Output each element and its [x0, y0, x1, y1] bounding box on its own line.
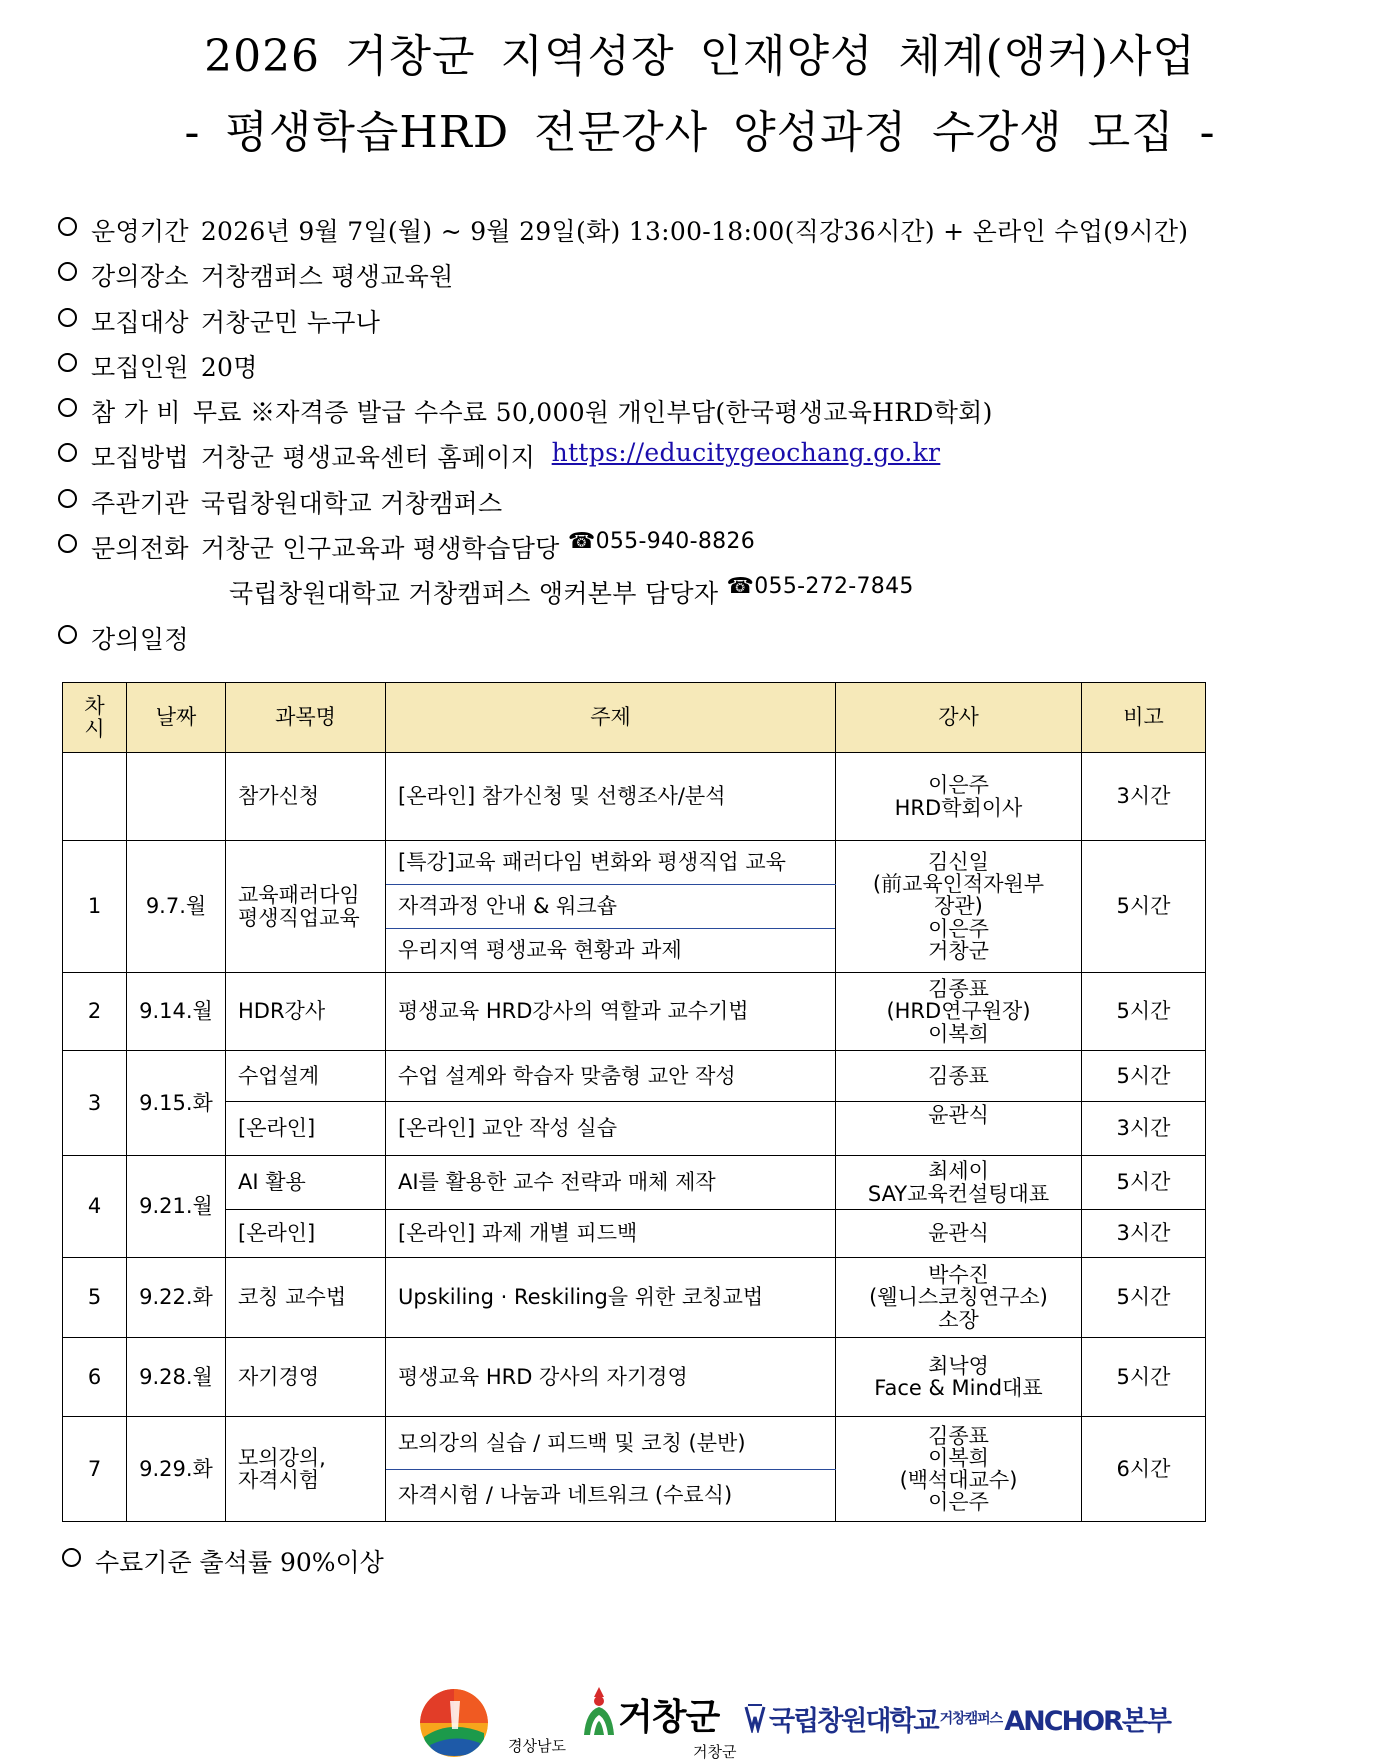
info-value: 20명	[200, 352, 258, 382]
cell-date: 9.28.월	[127, 1338, 226, 1417]
cell-no: 4	[63, 1156, 127, 1258]
cell-topic: 모의강의 실습 / 피드백 및 코칭 (분반)	[386, 1417, 836, 1470]
cell-date	[127, 753, 226, 841]
info-label: 모집방법	[91, 443, 189, 473]
cell-no	[63, 753, 127, 841]
circle-bullet-icon	[62, 1548, 81, 1567]
cell-subject: HDR강사	[226, 973, 386, 1051]
info-value: 국립창원대학교 거창캠퍼스 앵커본부 담당자	[229, 579, 719, 609]
header-note: 비고	[1082, 683, 1206, 753]
geochang-name: 거창군	[618, 1697, 720, 1738]
contact-phone-2: ☎055-272-7845	[726, 574, 914, 600]
cell-lecturer: 최낙영 Face & Mind대표	[836, 1338, 1082, 1417]
cell-lecturer: 김종표	[836, 1051, 1082, 1102]
cell-lecturer: 김종표 (HRD연구원장) 이복희	[836, 973, 1082, 1051]
cell-topic: [온라인] 과제 개별 피드백	[386, 1210, 836, 1258]
info-contact-2	[58, 574, 1188, 619]
cell-topic: 자격시험 / 나눔과 네트워크 (수료식)	[386, 1470, 836, 1522]
table-row	[63, 1417, 1206, 1470]
info-host	[58, 484, 1188, 529]
info-label: 모집인원	[91, 352, 189, 382]
cell-note: 3시간	[1082, 753, 1206, 841]
cell-lecturer: 이은주 HRD학회이사	[836, 753, 1082, 841]
table-header-row	[63, 683, 1206, 753]
info-period	[58, 212, 1188, 257]
info-contact	[58, 529, 1188, 574]
cell-date: 9.22.화	[127, 1258, 226, 1338]
info-value: 거창군 평생교육센터 홈페이지	[200, 443, 536, 473]
cell-note: 5시간	[1082, 1156, 1206, 1210]
header-lecturer: 강사	[836, 683, 1082, 753]
completion-text: 수료기준 출석률 90%이상	[95, 1548, 384, 1577]
cell-note: 5시간	[1082, 1051, 1206, 1102]
info-method	[58, 438, 1188, 483]
circle-bullet-icon	[58, 443, 77, 462]
cell-topic: Upskiling · Reskiling을 위한 코칭교법	[386, 1258, 836, 1338]
header-date: 날짜	[127, 683, 226, 753]
cnu-name: 국립창원대학교	[769, 1705, 938, 1737]
cell-note: 3시간	[1082, 1210, 1206, 1258]
table-row	[63, 1156, 1206, 1210]
circle-bullet-icon	[58, 489, 77, 508]
cnu-logo	[744, 1693, 1170, 1743]
cell-subject: [온라인]	[226, 1102, 386, 1156]
header-topic: 주제	[386, 683, 836, 753]
circle-bullet-icon	[58, 262, 77, 281]
cell-lecturer: 윤관식	[836, 1210, 1082, 1258]
cell-subject: 참가신청	[226, 753, 386, 841]
info-venue	[58, 257, 1188, 302]
cell-lecturer: 최세이 SAY교육컨설팅대표	[836, 1156, 1082, 1210]
cell-subject: 모의강의, 자격시험	[226, 1417, 386, 1522]
table-row	[63, 841, 1206, 885]
info-label: 주관기관	[91, 488, 189, 518]
page-title: 2026 거창군 지역성장 인재양성 체계(앵커)사업	[204, 31, 1196, 82]
cell-topic: 평생교육 HRD강사의 역할과 교수기법	[386, 973, 836, 1051]
info-label: 강의장소	[91, 262, 189, 292]
cell-subject: 수업설계	[226, 1051, 386, 1102]
table-row	[63, 1102, 1206, 1156]
cell-no: 5	[63, 1258, 127, 1338]
header-no: 차 시	[63, 683, 127, 753]
cell-lecturer: 박수진 (웰니스코칭연구소) 소장	[836, 1258, 1082, 1338]
circle-bullet-icon	[58, 217, 77, 236]
cell-no: 1	[63, 841, 127, 973]
geochang-logo-icon	[580, 1685, 618, 1737]
cnu-campus: 거창캠퍼스	[939, 1711, 1003, 1727]
table-row	[63, 1338, 1206, 1417]
gyeongnam-label: 경상남도	[508, 1737, 566, 1755]
cell-note: 3시간	[1082, 1102, 1206, 1156]
cell-no: 6	[63, 1338, 127, 1417]
geochang-sublabel: 거창군	[693, 1743, 737, 1761]
cell-no: 2	[63, 973, 127, 1051]
cell-no: 7	[63, 1417, 127, 1522]
cell-lecturer: 김종표 이복희 (백석대교수) 이은주	[836, 1417, 1082, 1522]
circle-bullet-icon	[58, 534, 77, 553]
cell-topic: 수업 설계와 학습자 맞춤형 교안 작성	[386, 1051, 836, 1102]
gyeongnam-logo-icon	[420, 1689, 488, 1757]
cell-subject: [온라인]	[226, 1210, 386, 1258]
table-row	[63, 753, 1206, 841]
circle-bullet-icon	[58, 625, 77, 644]
cell-topic: [온라인] 교안 작성 실습	[386, 1102, 836, 1156]
cell-no: 3	[63, 1051, 127, 1156]
cell-date: 9.15.화	[127, 1051, 226, 1156]
cell-subject: 코칭 교수법	[226, 1258, 386, 1338]
cell-topic: [온라인] 참가신청 및 선행조사/분석	[386, 753, 836, 841]
cnu-anchor: ANCHOR본부	[1004, 1705, 1171, 1737]
header-subject: 과목명	[226, 683, 386, 753]
table-row	[63, 1210, 1206, 1258]
info-label: 참 가 비	[91, 398, 181, 428]
info-label: 운영기간	[91, 217, 189, 246]
cell-topic: AI를 활용한 교수 전략과 매체 제작	[386, 1156, 836, 1210]
homepage-link[interactable]: https://educitygeochang.go.kr	[551, 438, 941, 468]
cell-lecturer: 윤관식	[836, 1102, 1082, 1156]
cnu-emblem-icon	[744, 1703, 766, 1733]
cell-note: 5시간	[1082, 841, 1206, 973]
table-row	[63, 1258, 1206, 1338]
cell-note: 5시간	[1082, 1338, 1206, 1417]
cell-subject: 교육패러다임 평생직업교육	[226, 841, 386, 973]
cell-lecturer: 김신일 (前교육인적자원부 장관) 이은주 거창군	[836, 841, 1082, 973]
table-row	[63, 973, 1206, 1051]
cell-topic: 자격과정 안내 & 워크숍	[386, 885, 836, 929]
footer-logos	[0, 1685, 1400, 1761]
cell-topic: 우리지역 평생교육 현황과 과제	[386, 929, 836, 973]
circle-bullet-icon	[58, 398, 77, 417]
completion-criteria	[62, 1543, 384, 1579]
info-value: 국립창원대학교 거창캠퍼스	[200, 488, 503, 518]
info-value: 2026년 9월 7일(월) ~ 9월 29일(화) 13:00-18:00(직강36시간) + 온라인 수업(9시간)	[200, 217, 1189, 246]
info-list	[58, 212, 1188, 665]
info-value: 거창군 인구교육과 평생학습담당	[200, 534, 560, 564]
cell-date: 9.21.월	[127, 1156, 226, 1258]
contact-phone-1: ☎055-940-8826	[567, 529, 756, 555]
cell-note: 5시간	[1082, 1258, 1206, 1338]
info-fee	[58, 393, 1188, 438]
circle-bullet-icon	[58, 308, 77, 327]
info-label: 강의일정	[91, 624, 189, 654]
cell-note: 5시간	[1082, 973, 1206, 1051]
cell-date: 9.7.월	[127, 841, 226, 973]
info-label: 문의전화	[91, 534, 189, 564]
info-value: 무료 ※자격증 발급 수수료 50,000원 개인부담(한국평생교육HRD학회)	[192, 398, 993, 428]
circle-bullet-icon	[58, 353, 77, 372]
info-target	[58, 303, 1188, 348]
table-row	[63, 1051, 1206, 1102]
cell-subject: AI 활용	[226, 1156, 386, 1210]
cell-topic: 평생교육 HRD 강사의 자기경영	[386, 1338, 836, 1417]
page-subtitle: - 평생학습HRD 전문강사 양성과정 수강생 모집 -	[184, 107, 1216, 158]
info-headcount	[58, 348, 1188, 393]
cell-subject: 자기경영	[226, 1338, 386, 1417]
cell-date: 9.29.화	[127, 1417, 226, 1522]
info-value: 거창캠퍼스 평생교육원	[200, 262, 454, 292]
info-value: 거창군민 누구나	[200, 307, 381, 337]
cell-note: 6시간	[1082, 1417, 1206, 1522]
info-label: 모집대상	[91, 307, 189, 337]
cell-date: 9.14.월	[127, 973, 226, 1051]
schedule-table	[62, 682, 1206, 1522]
info-schedule-heading	[58, 620, 1188, 665]
cell-topic: [특강]교육 패러다임 변화와 평생직업 교육	[386, 841, 836, 885]
